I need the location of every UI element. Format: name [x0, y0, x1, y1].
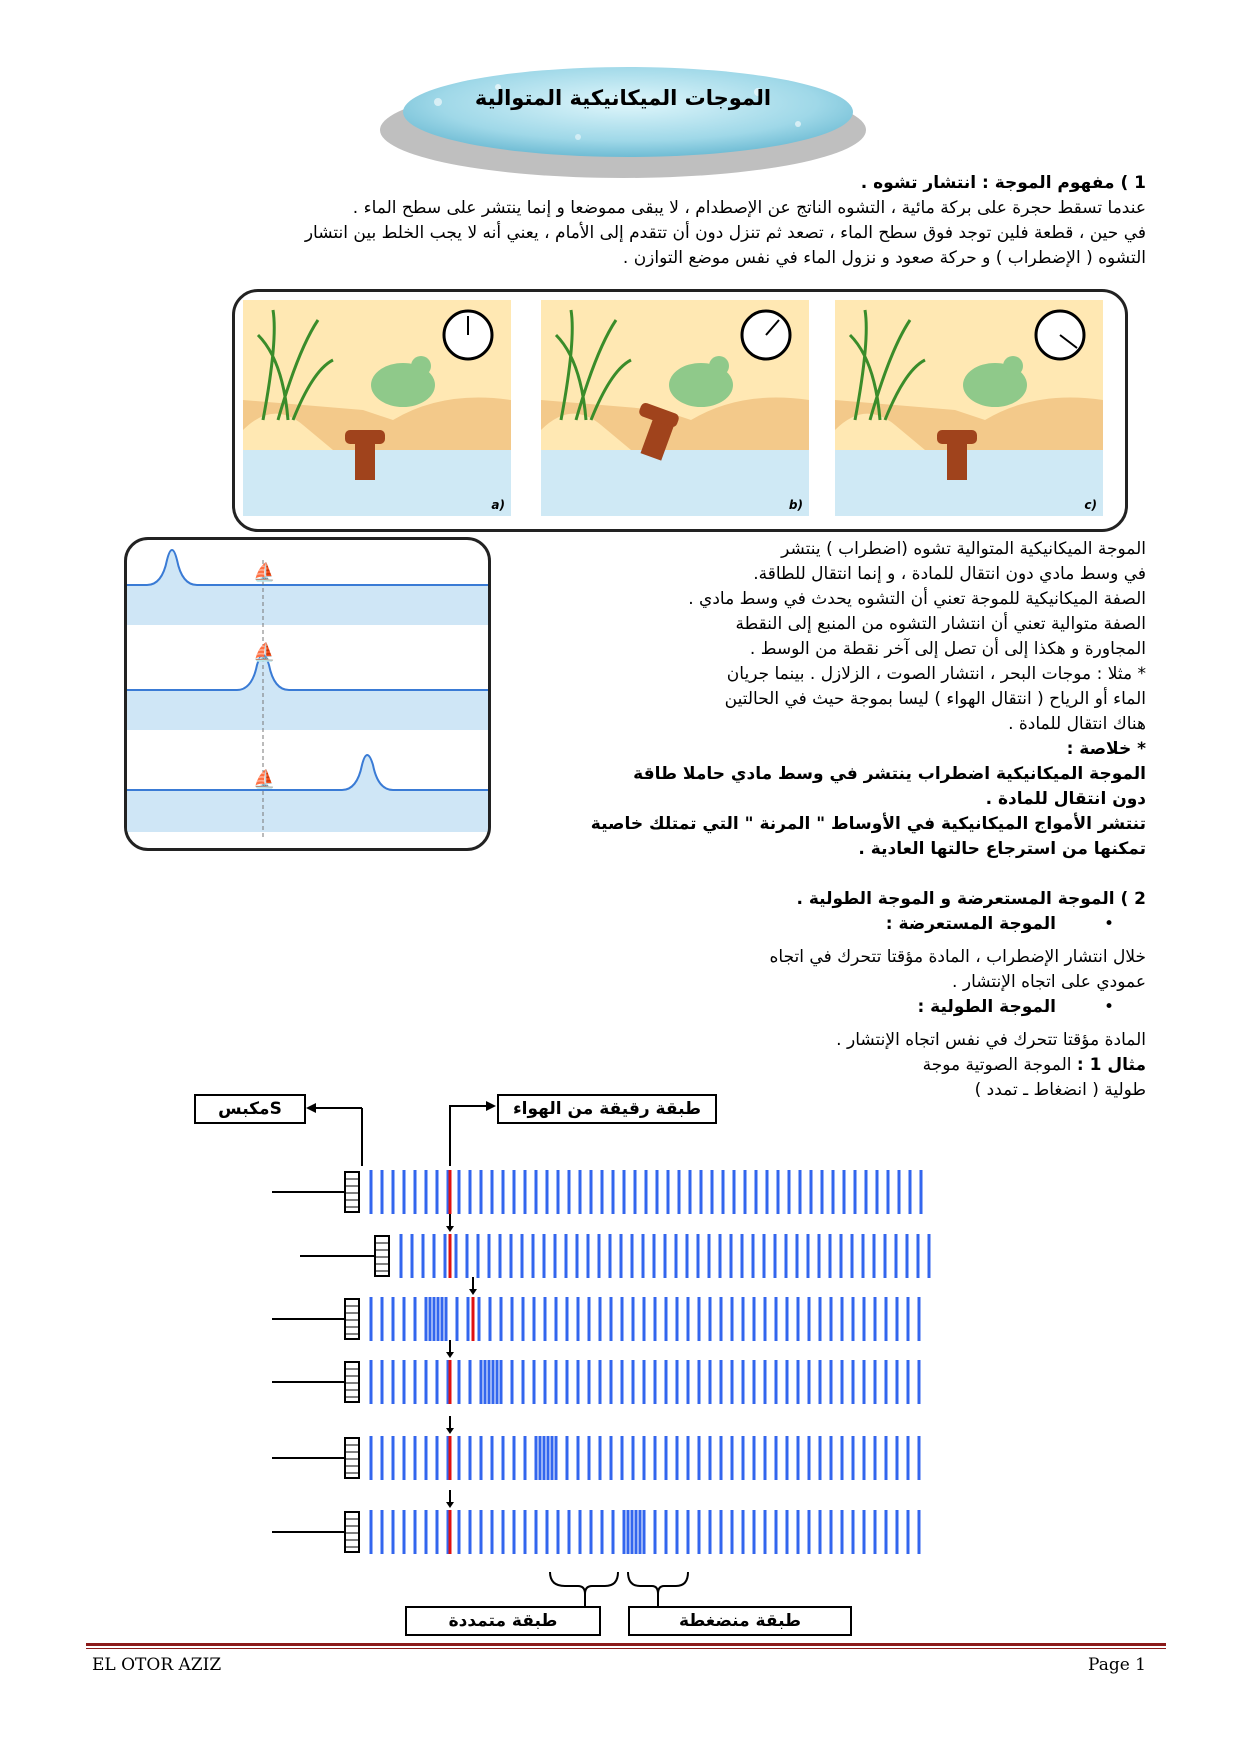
section2-heading: 2 ) الموجة المستعرضة و الموجة الطولية .: [796, 889, 1146, 909]
definition-line-1: الموجة الميكانيكية المتوالية تشوه (اضطراب ) ينتشر: [781, 539, 1146, 559]
section1-line-1: عندما تسقط حجرة على بركة مائية ، التشوه الناتج عن الإصطدام ، لا يبقى مموضعا و إنما ينتشر على سطح الماء .: [352, 198, 1146, 218]
panel-label-b: b): [788, 498, 803, 512]
pulse-strip-3: [127, 755, 488, 832]
footer-rule: [86, 1643, 1166, 1646]
transverse-line-2: عمودي على اتجاه الإنتشار .: [952, 972, 1146, 992]
panel-label-a: a): [491, 498, 505, 512]
sound-row-4: [272, 1340, 919, 1404]
definition-line-7: الماء أو الرياح ( انتقال الهواء ) ليسا بموجة حيث في الحالتين: [724, 689, 1146, 709]
footer-author: EL OTOR AZIZ: [92, 1655, 222, 1675]
panel-label-c: c): [1084, 498, 1097, 512]
pulse-strip-1: [127, 550, 488, 625]
definition-line-8: هناك انتقال للمادة .: [1008, 714, 1146, 734]
summary-heading: * خلاصة :: [1066, 739, 1146, 759]
footer-rule-thin: [86, 1648, 1166, 1649]
summary-line-1: الموجة الميكانيكية اضطراب ينتشر في وسط مادي حاملا طاقة: [633, 764, 1146, 784]
definition-line-3: الصفة الميكانيكية للموجة تعني أن التشوه يحدث في وسط مادي .: [688, 589, 1146, 609]
longitudinal-heading: الموجة الطولية :: [917, 997, 1056, 1017]
transverse-heading: الموجة المستعرضة :: [885, 914, 1056, 934]
longitudinal-line: المادة مؤقتا تتحرك في نفس اتجاه الإنتشار .: [836, 1030, 1146, 1050]
sound-row-6: [272, 1490, 919, 1554]
svg-text:⛵: ⛵: [253, 642, 276, 663]
section1-heading: 1 ) مفهوم الموجة : انتشار تشوه .: [860, 173, 1146, 193]
summary-line-3: تنتشر الأمواج الميكانيكية في الأوساط " المرنة " التي تمتلك خاصية: [590, 814, 1146, 834]
example-label: مثال 1 :: [1076, 1055, 1146, 1075]
svg-text:⛵: ⛵: [253, 769, 276, 790]
definition-line-6: * مثلا : موجات البحر ، انتشار الصوت ، الزلازل . بينما جريان: [726, 664, 1146, 684]
sound-row-3: [272, 1277, 919, 1341]
section1-line-2: في حين ، قطعة فلين توجد فوق سطح الماء ، تصعد ثم تنزل دون أن تتقدم إلى الأمام ، يعني أنه لا يجب الخلط بين انتشار: [304, 223, 1146, 243]
definition-line-2: في وسط مادي دون انتقال للمادة ، و إنما انتقال للطاقة.: [753, 564, 1146, 584]
svg-text:⛵: ⛵: [253, 562, 276, 583]
example-text: الموجة الصوتية موجة: [922, 1055, 1077, 1075]
piston-label: مكبسS: [194, 1094, 306, 1124]
expanded-layer-label: طبقة متمددة: [405, 1606, 601, 1636]
summary-line-2: دون انتقال للمادة .: [985, 789, 1146, 809]
pond-panel-c: [835, 300, 1103, 516]
definition-line-4: الصفة متوالية تعني أن انتشار التشوه من المنبع إلى النقطة: [735, 614, 1146, 634]
pond-panel-b: [541, 300, 809, 516]
section1-line-3: التشوه ( الإضطراب ) و حركة صعود و نزول الماء في نفس موضع التوازن .: [622, 248, 1146, 268]
sound-row-2: [300, 1214, 929, 1278]
sound-row-1: [272, 1170, 921, 1214]
sound-wave-diagram: [260, 1094, 940, 1624]
wave-pulse-figure: [124, 537, 491, 851]
footer-page: Page 1: [1088, 1655, 1146, 1675]
sound-row-5: [272, 1416, 919, 1480]
pulse-strip-2: [127, 655, 488, 730]
title-banner: [378, 62, 868, 180]
compressed-layer-label: طبقة منضغطة: [628, 1606, 852, 1636]
air-layer-label: طبقة رقيقة من الهواء: [497, 1094, 717, 1124]
transverse-line-1: خلال انتشار الإضطراب ، المادة مؤقتا تتحرك في اتجاه: [769, 947, 1146, 967]
example-line-2: طولية ( انضغاط ـ تمدد ): [974, 1080, 1146, 1100]
page-title: الموجات الميكانيكية المتوالية: [474, 86, 772, 110]
summary-line-4: تمكنها من استرجاع حالتها العادية .: [858, 839, 1146, 859]
transverse-bullet: •: [1104, 914, 1115, 934]
longitudinal-bullet: •: [1104, 997, 1115, 1017]
example-line-1: [923, 1053, 1146, 1078]
definition-line-5: المجاورة و هكذا إلى أن تصل إلى آخر نقطة من الوسط .: [749, 639, 1146, 659]
pond-panel-a: [243, 300, 511, 516]
